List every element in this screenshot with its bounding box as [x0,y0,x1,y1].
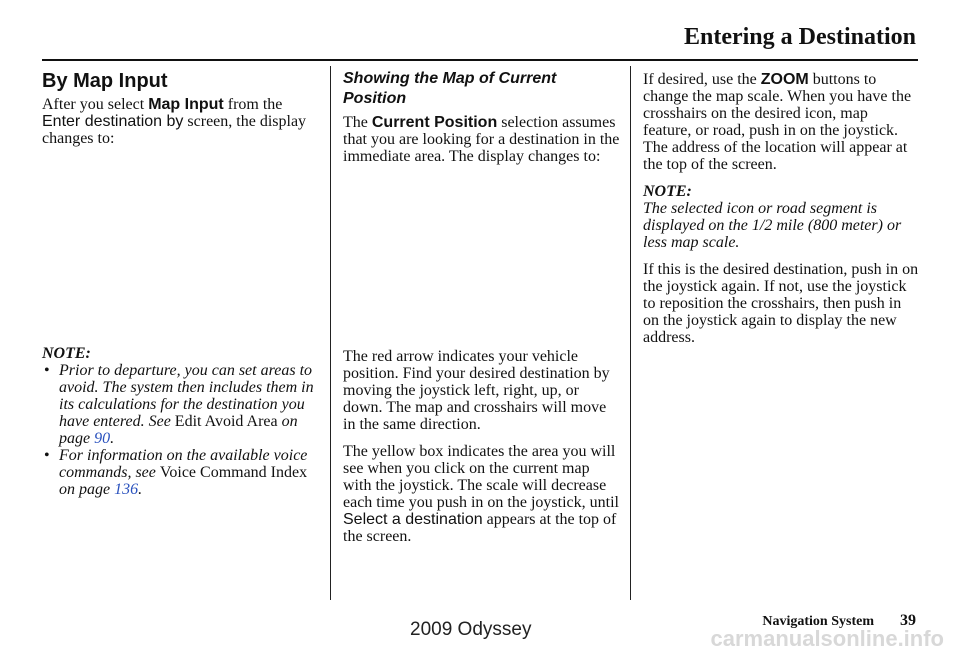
page-link-136[interactable]: 136 [114,481,139,498]
text-run: After you select [42,96,149,113]
ui-term-select-a-destination: Select a destination [343,511,483,528]
section-heading-current-position: Showing the Map of Current Position [343,70,557,107]
text-run: For information on the available voice commands, see [59,447,308,481]
text-run: . [138,481,143,498]
footer-model-label: 2009 Odyssey [410,619,532,640]
note-label: NOTE: [643,183,692,200]
text-run: from the [223,96,283,113]
text-run: The yellow box indicates the area you will see when you click on the current map with the joystick. The scale will decrease each time you push in on the joystick, until [343,443,619,511]
text-run: screen, the display changes to: [42,113,307,147]
note-list [42,362,322,498]
current-position-intro [343,114,621,165]
text-run: . [110,430,115,447]
text-run: buttons to change the map scale. When you have the crosshairs on the desired icon, map feature, or road, push in on the joystick. The address of the location will appear at the top of the screen. [643,71,912,173]
note-label: NOTE: [42,345,91,362]
ui-term-map-input: Map Input [148,96,224,113]
note-item [42,447,322,498]
desired-destination-paragraph: If this is the desired destination, push in on the joystick again. If not, use the joystick to reposition the crosshairs, then push in on the joystick again to display the new address. [643,261,919,346]
column-divider-1 [330,66,331,600]
footer-section-name: Navigation System [762,614,874,629]
reference-title: Voice Command Index [159,464,308,481]
text-run: The [343,114,372,131]
ui-term-current-position: Current Position [371,114,498,131]
page-link-90[interactable]: 90 [94,430,111,447]
column-3 [643,66,919,356]
ui-term-enter-destination-by: Enter destination by [42,113,184,130]
ui-term-zoom: ZOOM [760,71,809,88]
watermark: carmanualsonline.info [710,626,944,651]
header-rule [42,59,918,61]
yellow-box-paragraph [343,443,621,545]
text-run: on page [59,413,298,447]
text-run: appears at the top of the screen. [343,511,617,545]
text-run: on page [59,481,115,498]
text-run: If desired, use the [643,71,761,88]
bullet-icon: • [44,362,50,379]
page-number: 39 [900,612,916,629]
page-header-title: Entering a Destination [683,24,916,50]
column-1 [42,66,322,498]
section-heading-map-input: By Map Input [42,70,168,92]
column-divider-2 [630,66,631,600]
map-input-intro [42,96,322,147]
note-item [42,362,322,447]
text-run: selection assumes that you are looking for a destination in the immediate area. The display changes to: [343,114,620,165]
screen-image-placeholder [42,157,322,345]
text-run: Prior to departure, you can set areas to avoid. The system then includes them in its calculations for the destination you have entered. See [59,362,314,430]
bullet-icon: • [44,447,50,464]
reference-title: Edit Avoid Area [174,413,278,430]
zoom-paragraph [643,71,919,173]
red-arrow-paragraph: The red arrow indicates your vehicle position. Find your desired destination by moving the joystick left, right, up, or down. The map and crosshairs will move in the same direction. [343,348,610,433]
screen-image-placeholder [343,175,621,348]
column-2 [343,66,621,555]
note-text: The selected icon or road segment is displayed on the 1/2 mile (800 meter) or less map scale. [643,200,902,251]
